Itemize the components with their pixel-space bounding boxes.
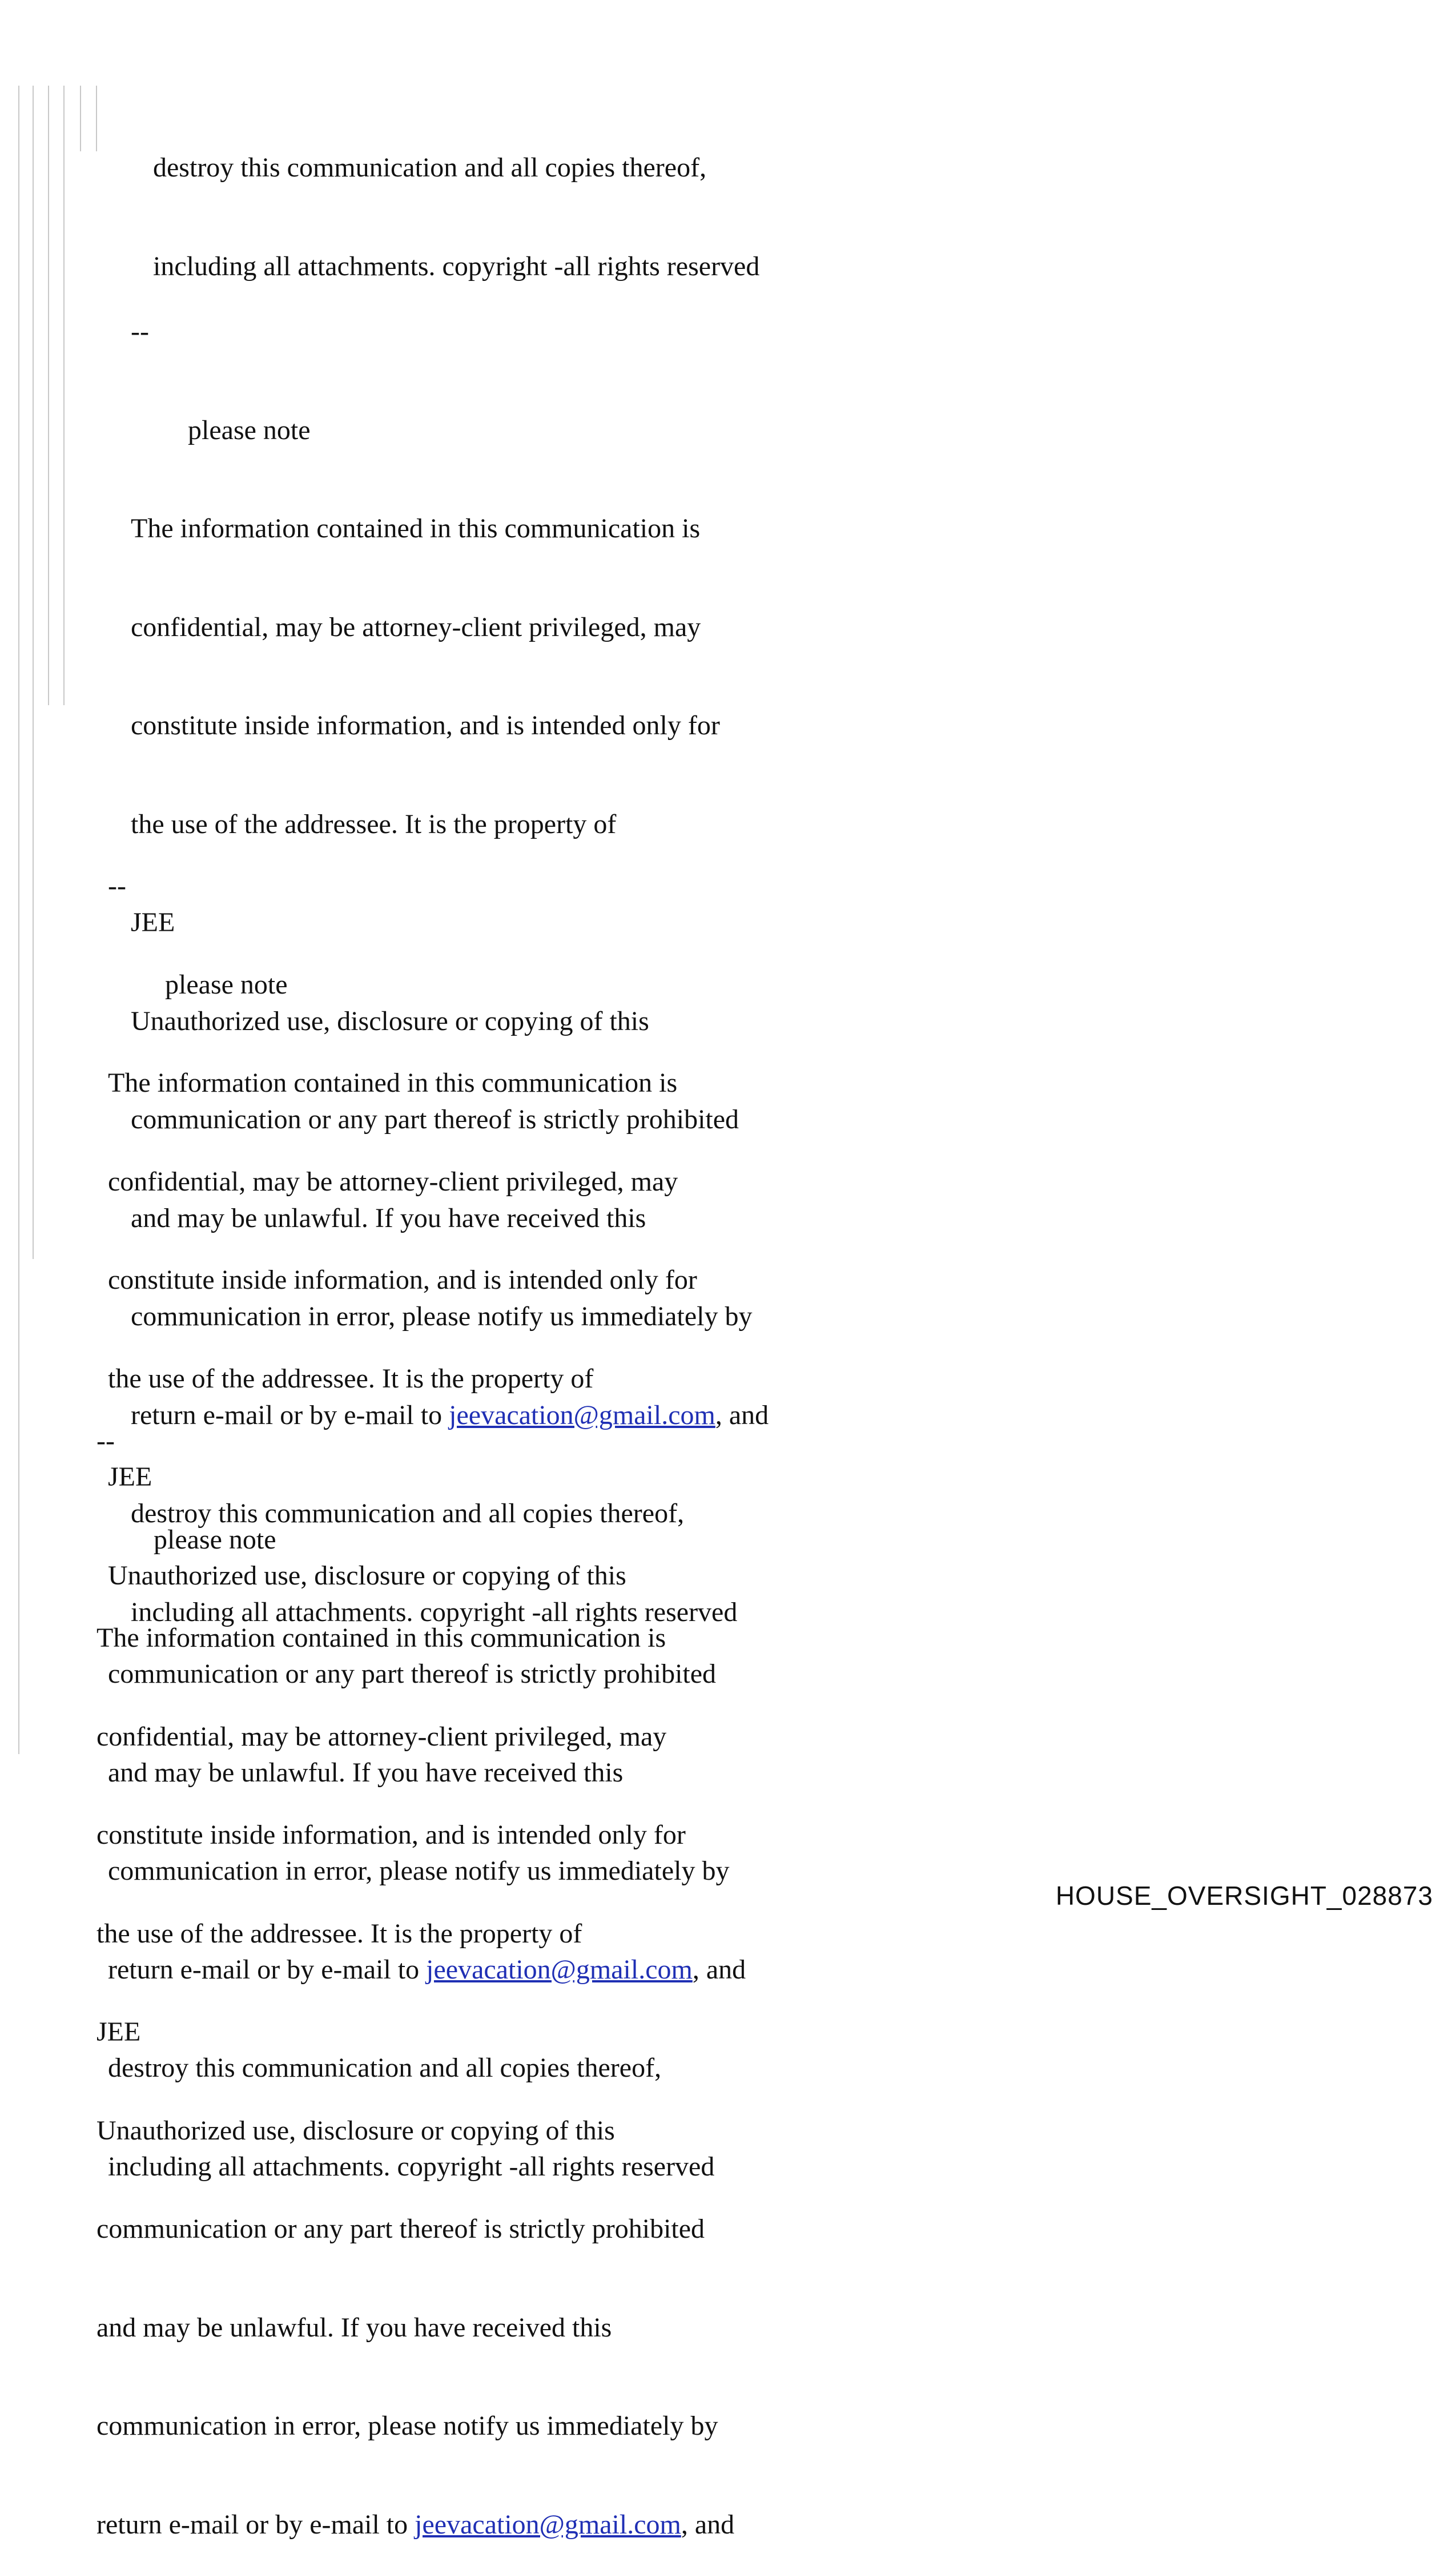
text-line: communication or any part thereof is strictly prohibited (131, 1104, 739, 1135)
text-line: confidential, may be attorney-client privileged, may (96, 1721, 667, 1752)
notice-heading: please note (165, 969, 288, 1000)
text-line: destroy this communication and all copies thereof, (131, 1498, 685, 1529)
email-line (96, 2508, 734, 2541)
separator: -- (96, 1426, 115, 1456)
text-line: The information contained in this communication is (96, 1623, 666, 1653)
text-segment: , and (681, 2509, 735, 2540)
text-line: the use of the addressee. It is the property of (96, 1918, 582, 1949)
text-line: communication in error, please notify us immediately by (96, 2411, 718, 2441)
text-line: JEE (131, 907, 175, 938)
quote-bar (33, 86, 34, 1259)
text-line: and may be unlawful. If you have received this (96, 2312, 612, 2343)
text-segment: return e-mail or by e-mail to (108, 1954, 427, 1985)
text-line: the use of the addressee. It is the property of (108, 1363, 594, 1394)
text-line: constitute inside information, and is intended only for (131, 710, 720, 741)
quote-bar (80, 86, 81, 151)
email-link[interactable]: jeevacation@gmail.com (426, 1954, 693, 1985)
text-line: communication in error, please notify us immediately by (108, 1856, 730, 1886)
notice-block-3 (96, 1359, 734, 2574)
text-line: Unauthorized use, disclosure or copying of this (96, 2115, 615, 2146)
bates-number: HOUSE_OVERSIGHT_028873 (1055, 1881, 1433, 1911)
quote-bar (18, 86, 19, 1754)
text-line: including all attachments. copyright -all rights reserved (131, 1596, 738, 1627)
quote-bar (48, 86, 49, 705)
email-link[interactable]: jeevacation@gmail.com (415, 2509, 681, 2540)
notice-heading: please note (188, 415, 311, 445)
text-line: communication or any part thereof is strictly prohibited (96, 2214, 705, 2244)
text-segment: , and (715, 1399, 769, 1430)
text-line: destroy this communication and all copies thereof, (108, 2053, 662, 2083)
text-line: JEE (108, 1462, 152, 1492)
text-line: and may be unlawful. If you have received this (131, 1202, 646, 1233)
text-segment: , and (692, 1954, 746, 1985)
text-line: and may be unlawful. If you have received this (108, 1757, 624, 1788)
text-line: constitute inside information, and is intended only for (108, 1265, 697, 1295)
text-line: confidential, may be attorney-client privileged, may (131, 612, 701, 642)
text-line: confidential, may be attorney-client privileged, may (108, 1166, 678, 1197)
text-line: The information contained in this communication is (108, 1068, 678, 1098)
text-line: communication in error, please notify us immediately by (131, 1301, 753, 1332)
text-segment: return e-mail or by e-mail to (131, 1399, 449, 1430)
email-link[interactable]: jeevacation@gmail.com (449, 1399, 715, 1430)
notice-heading: please note (154, 1524, 276, 1555)
quote-bar (63, 86, 65, 705)
text-line: constitute inside information, and is intended only for (96, 1820, 686, 1850)
text-line: Unauthorized use, disclosure or copying of this (131, 1006, 649, 1036)
text-segment: return e-mail or by e-mail to (96, 2509, 415, 2540)
separator: -- (108, 871, 126, 901)
text-line: including all attachments. copyright -all rights reserved (153, 251, 760, 281)
quote-bar (96, 86, 97, 151)
text-line: The information contained in this communication is (131, 513, 701, 544)
separator: -- (131, 316, 149, 347)
text-line: including all attachments. copyright -all rights reserved (108, 2151, 715, 2182)
text-line: destroy this communication and all copies thereof, (153, 152, 707, 183)
text-line: the use of the addressee. It is the property of (131, 809, 617, 839)
text-line: communication or any part thereof is strictly prohibited (108, 1659, 717, 1689)
text-line: JEE (96, 2017, 141, 2047)
text-line: Unauthorized use, disclosure or copying of this (108, 1560, 626, 1591)
